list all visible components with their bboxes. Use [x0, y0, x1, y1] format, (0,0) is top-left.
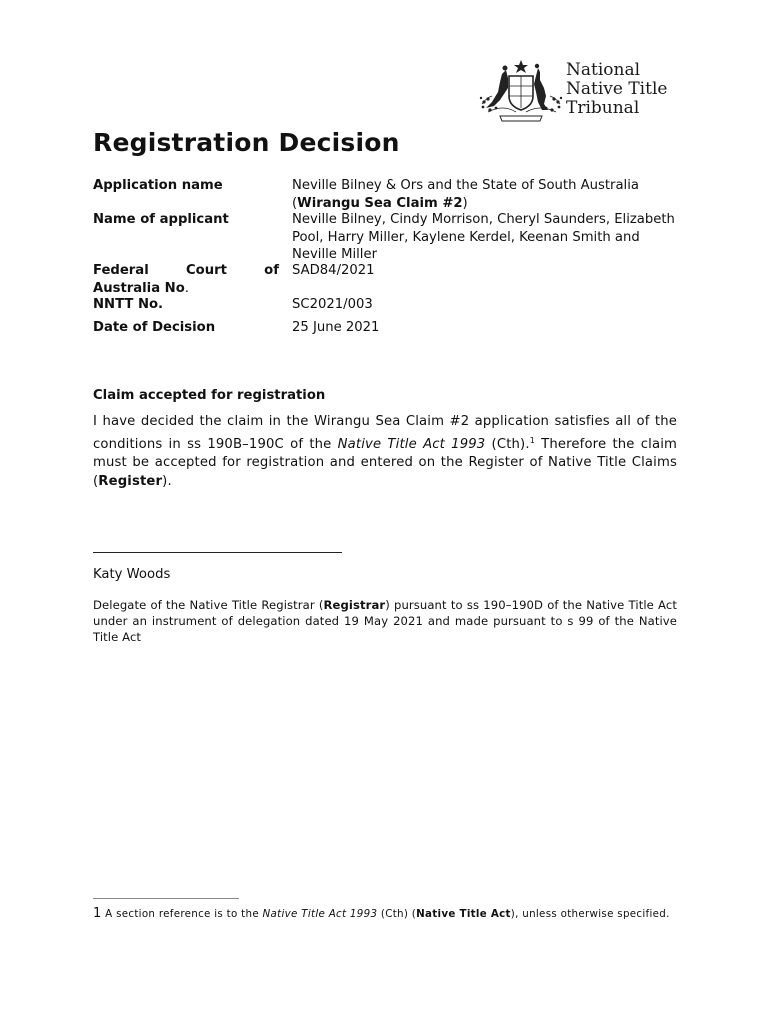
signature-line: [93, 552, 342, 553]
decision-text: ).: [162, 473, 172, 489]
registrar-term: Registrar: [323, 598, 386, 612]
decision-paragraph: [93, 413, 677, 491]
nntt-number-label: NNTT No.: [93, 297, 164, 312]
nntt-logo: [478, 58, 678, 124]
decision-date-value: 25 June 2021: [292, 320, 380, 335]
application-name-close: ): [462, 195, 468, 211]
footnote-nta-term: Native Title Act: [416, 908, 511, 920]
delegate-text: ) pursuant to ss 190–190D of the Native Title Act under an instrument of delegation dated 19 May 2021 and made pursuant to s 99 of the Native Title Act: [93, 598, 678, 644]
register-term: Register: [98, 473, 163, 489]
applicant-value: Neville Bilney, Cindy Morrison, Cheryl Saunders, Elizabeth Pool, Harry Miller, Kaylene Kerdel, Keenan Smith and Neville Miller: [292, 212, 675, 262]
footnote-reference[interactable]: 1: [529, 435, 535, 445]
application-name-label: Application name: [93, 178, 223, 193]
footnote-separator: [93, 898, 239, 899]
delegate-statement: [93, 597, 677, 645]
nntt-number-value: SC2021/003: [292, 297, 373, 312]
page-title: Registration Decision: [93, 128, 400, 157]
court-label-dot: .: [184, 280, 189, 296]
logo-line-native-title: Native Title: [566, 79, 668, 99]
coat-of-arms-icon: [478, 58, 564, 124]
logo-line-national: National: [566, 60, 641, 80]
logo-line-tribunal: Tribunal: [566, 98, 640, 118]
court-label-word: Court: [185, 263, 227, 278]
footnote-number: 1: [93, 906, 102, 921]
application-name-value: [292, 177, 677, 212]
claim-name-bold: Wirangu Sea Claim #2: [297, 195, 463, 211]
footnote-act-title: Native Title Act 1993: [262, 908, 378, 920]
decision-text: (Cth).: [485, 436, 530, 452]
applicant-label: Name of applicant: [93, 212, 229, 227]
decision-date-label: Date of Decision: [93, 320, 216, 335]
court-label-word: of: [264, 263, 279, 278]
court-label-word: Federal: [93, 263, 149, 278]
logo-text: [566, 61, 667, 118]
decision-text: Therefore the claim must be accepted for registration and entered on the Register of Native Title Claims (: [93, 436, 678, 489]
court-number-value: SAD84/2021: [292, 263, 375, 278]
court-label-line2: Australia No: [93, 280, 185, 296]
delegate-text: Delegate of the Native Title Registrar (: [93, 598, 324, 612]
decision-heading: Claim accepted for registration: [93, 388, 326, 403]
act-title: Native Title Act 1993: [337, 436, 486, 452]
footnote-text: (Cth) (: [377, 908, 417, 920]
footnote-text: A section reference is to the: [101, 908, 263, 920]
footnote-text: ), unless otherwise specified.: [510, 908, 670, 920]
court-number-label: [93, 262, 279, 297]
signatory-name: Katy Woods: [93, 567, 171, 582]
footnote: [93, 906, 677, 922]
decision-text: I have decided the claim in the Wirangu Sea Claim #2 application satisfies all of the conditions in ss 190B–190C of the: [93, 414, 677, 452]
application-name-text: Neville Bilney & Ors and the State of South Australia (: [292, 178, 639, 211]
